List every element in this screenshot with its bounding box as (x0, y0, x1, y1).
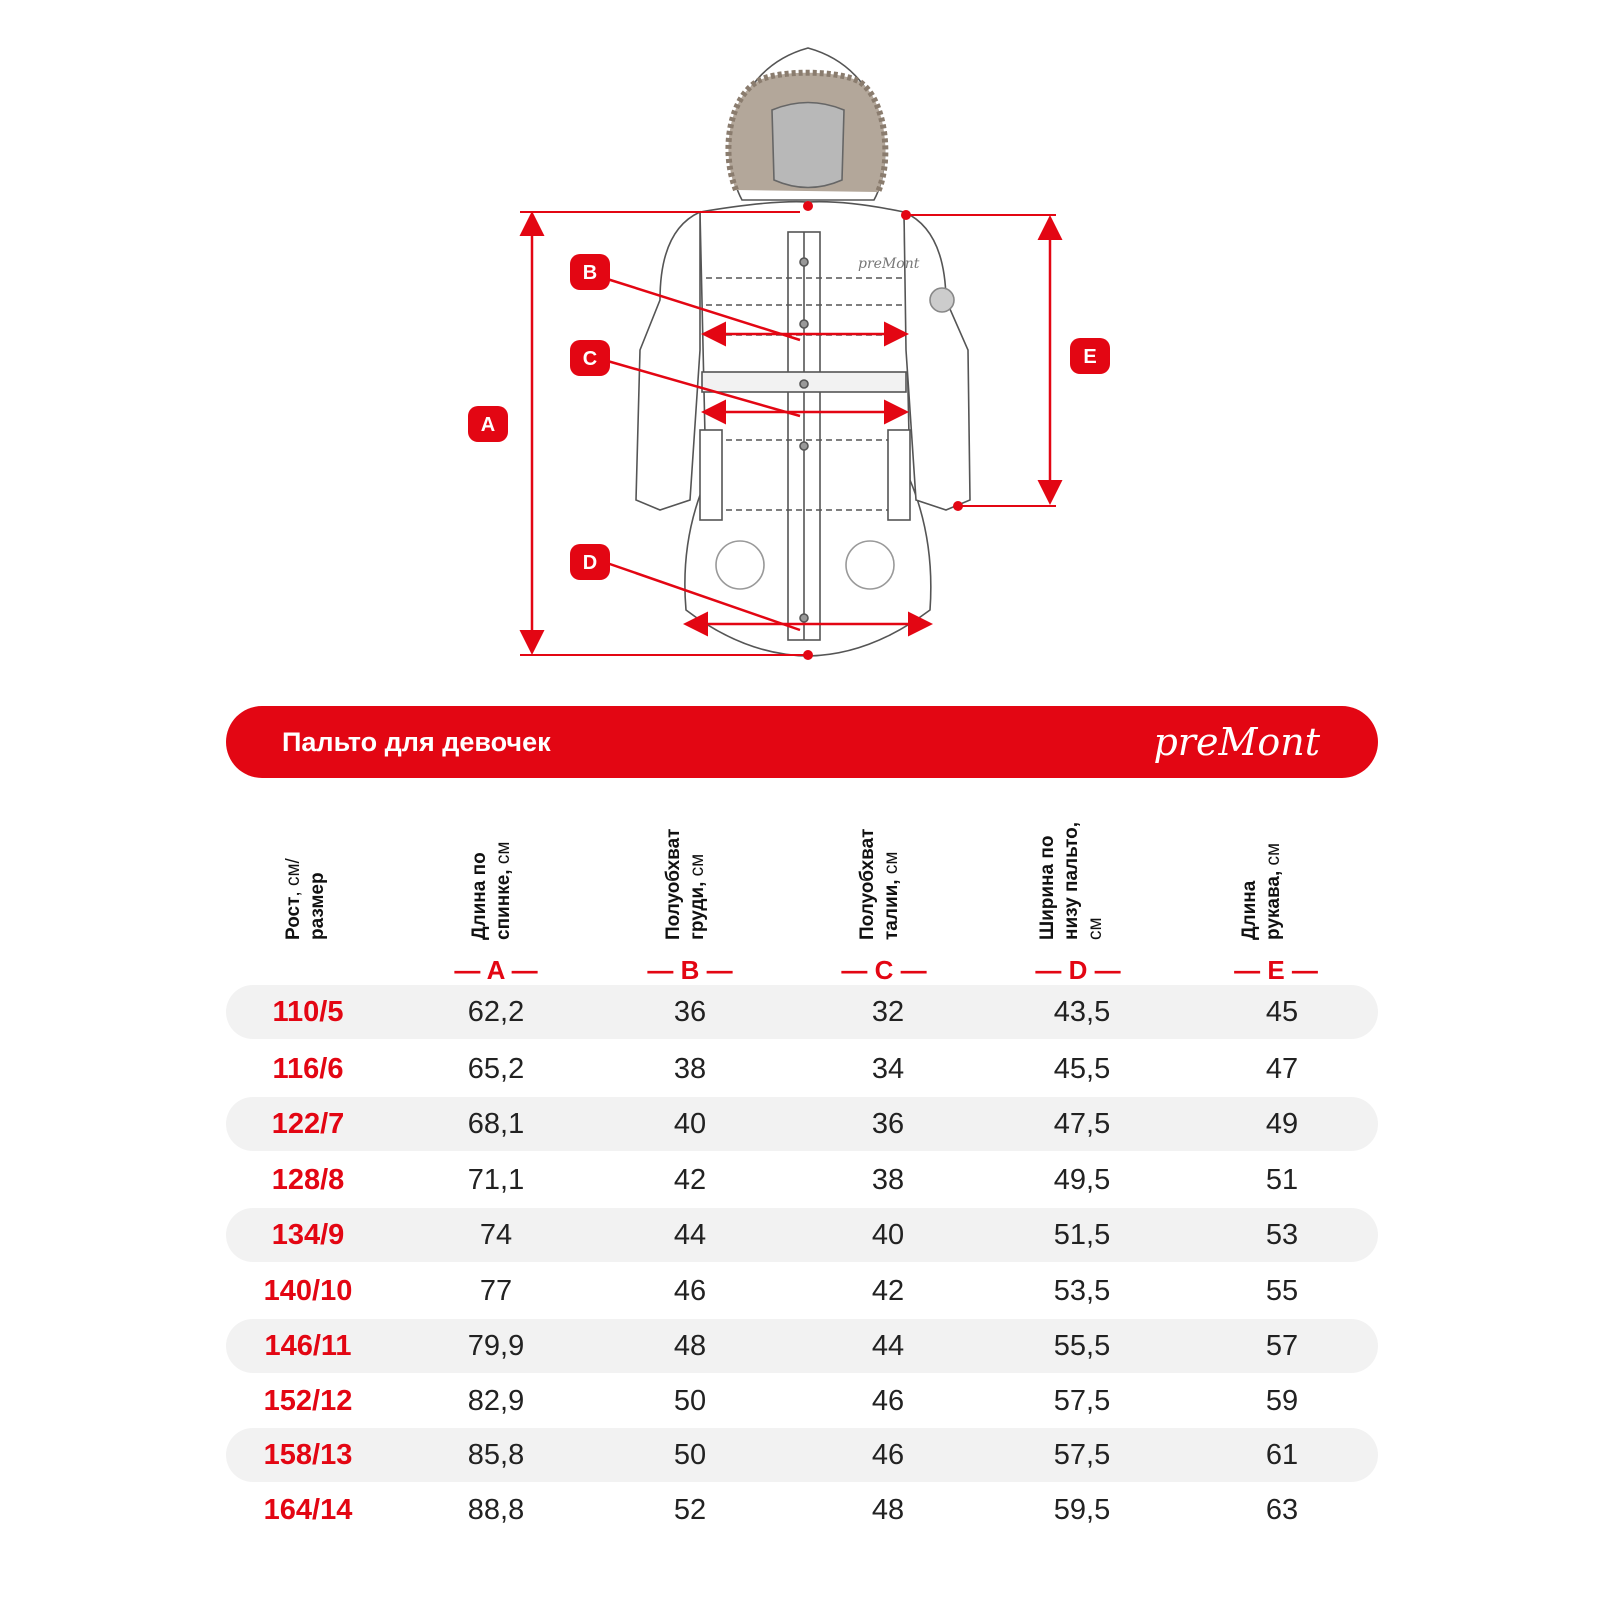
measurement-cell: 57 (1265, 1330, 1299, 1362)
measurement-cell: 71,1 (467, 1164, 525, 1196)
page-title: Пальто для девочек (282, 727, 551, 757)
size-cell: 146/11 (264, 1330, 352, 1362)
column-letter-a: — A — (454, 955, 538, 985)
measurement-cell: 57,5 (1053, 1439, 1111, 1471)
size-cell: 134/9 (271, 1219, 345, 1251)
svg-text:A: A (480, 414, 496, 436)
measurement-cell: 52 (673, 1494, 707, 1526)
header-text: Полуобхват (663, 828, 684, 940)
measurement-cell: 55 (1265, 1275, 1299, 1307)
column-header-e (1238, 800, 1318, 940)
measurement-cell: 85,8 (467, 1439, 525, 1471)
measurement-cell: 48 (673, 1330, 707, 1362)
measurement-cell: 34 (871, 1053, 905, 1085)
header-text: Рост (283, 896, 304, 940)
header-text-line2: рукава, (1263, 865, 1284, 940)
measurement-cell: 40 (673, 1108, 707, 1140)
column-header-a (468, 800, 548, 940)
marker-a-badge (468, 406, 508, 442)
size-cell: 140/10 (263, 1275, 353, 1307)
svg-text:D: D (582, 552, 598, 574)
table-row (226, 1319, 1378, 1373)
size-cell: 158/13 (263, 1439, 353, 1471)
svg-text:B: B (582, 262, 598, 284)
header-unit: см (1085, 917, 1106, 940)
header-text-line2: груди, (687, 876, 708, 940)
measurement-cell: 63 (1265, 1494, 1299, 1526)
size-cell: 116/6 (272, 1053, 344, 1085)
measurement-cell: 82,9 (467, 1385, 525, 1417)
measurement-cell: 44 (673, 1219, 707, 1251)
column-header-b (662, 800, 742, 940)
header-unit: см (493, 841, 514, 865)
size-cell: 110/5 (272, 996, 344, 1028)
measurement-cell: 46 (871, 1385, 905, 1417)
header-unit: см (687, 853, 708, 877)
marker-c-badge (570, 340, 610, 376)
measurement-cell: 79,9 (467, 1330, 525, 1362)
measurement-cell: 77 (479, 1275, 513, 1307)
measurement-cell: 42 (673, 1164, 707, 1196)
measurement-cell: 55,5 (1053, 1330, 1111, 1362)
measurement-cell: 45 (1265, 996, 1299, 1028)
header-text-line2: спинке, (493, 864, 514, 940)
measurement-cell: 74 (479, 1219, 513, 1251)
brand-logo: preMont (1153, 720, 1320, 764)
measurement-cell: 44 (871, 1330, 905, 1362)
measurement-cell: 32 (871, 996, 905, 1028)
size-cell: 122/7 (271, 1108, 345, 1140)
header-text-line2: размер (307, 872, 328, 940)
svg-text:C: C (582, 348, 598, 370)
measurement-cell: 51 (1265, 1164, 1299, 1196)
measurement-cell: 59 (1265, 1385, 1299, 1417)
column-letter-c: — C — (841, 955, 927, 985)
measurement-cell: 88,8 (467, 1494, 525, 1526)
measurement-cell: 40 (871, 1219, 905, 1251)
table-row (226, 1208, 1378, 1262)
coat-logo: preMont (858, 256, 920, 272)
measurement-cell: 36 (871, 1108, 905, 1140)
measurement-cell: 47 (1265, 1053, 1299, 1085)
table-row (226, 1097, 1378, 1151)
measurement-cell: 51,5 (1053, 1219, 1111, 1251)
measurement-cell: 62,2 (467, 996, 525, 1028)
measurement-cell: 57,5 (1053, 1385, 1111, 1417)
column-letter-d: — D — (1035, 955, 1121, 985)
measurement-cell: 48 (871, 1494, 905, 1526)
table-row (226, 1264, 1378, 1318)
measurement-cell: 59,5 (1053, 1494, 1111, 1526)
measurement-cell: 53,5 (1053, 1275, 1111, 1307)
measurement-cell: 50 (673, 1385, 707, 1417)
column-letter-b: — B — (647, 955, 733, 985)
marker-e-badge (1070, 338, 1110, 374)
header-text-line2: талии, (881, 874, 902, 940)
measurement-cell: 68,1 (467, 1108, 525, 1140)
header-text: Ширина по (1037, 835, 1058, 940)
table-row (226, 1153, 1378, 1207)
table-row (226, 985, 1378, 1039)
header-unit: см (881, 851, 902, 875)
measurement-cell: 36 (673, 996, 707, 1028)
marker-b-badge (570, 254, 610, 290)
measurement-cell: 53 (1265, 1219, 1299, 1251)
coat-drawing (636, 48, 970, 656)
column-header-height (282, 800, 362, 940)
svg-text:E: E (1083, 346, 1097, 368)
measurement-cell: 50 (673, 1439, 707, 1471)
column-header-c (856, 800, 936, 940)
header-text-line2: низу пальто, (1061, 821, 1082, 940)
table-row (226, 1483, 1378, 1537)
measurement-cell: 38 (871, 1164, 905, 1196)
size-cell: 152/12 (263, 1385, 353, 1417)
measurement-cell: 46 (871, 1439, 905, 1471)
measurement-cell: 49 (1265, 1108, 1299, 1140)
header-text: Длина по (469, 852, 490, 940)
measurement-cell: 38 (673, 1053, 707, 1085)
measurement-cell: 45,5 (1053, 1053, 1111, 1085)
header-unit: см (1263, 842, 1284, 866)
size-cell: 128/8 (271, 1164, 345, 1196)
column-letter-e: — E — (1234, 955, 1318, 985)
header-text: Длина (1239, 880, 1260, 940)
table-row (226, 1374, 1378, 1428)
measurement-cell: 42 (871, 1275, 905, 1307)
marker-d-badge (570, 544, 610, 580)
coat-measurement-diagram (0, 0, 1600, 680)
header-unit: , см/ (283, 858, 304, 897)
measurement-cell: 65,2 (467, 1053, 525, 1085)
measurement-cell: 47,5 (1053, 1108, 1111, 1140)
table-row (226, 1428, 1378, 1482)
table-row (226, 1042, 1378, 1096)
size-cell: 164/14 (263, 1494, 353, 1526)
measurement-cell: 46 (673, 1275, 707, 1307)
column-header-d (1036, 800, 1116, 940)
measurement-cell: 49,5 (1053, 1164, 1111, 1196)
header-text: Полуобхват (857, 828, 878, 940)
measurement-cell: 61 (1265, 1439, 1299, 1471)
measurement-cell: 43,5 (1053, 996, 1111, 1028)
title-banner (226, 706, 1378, 778)
